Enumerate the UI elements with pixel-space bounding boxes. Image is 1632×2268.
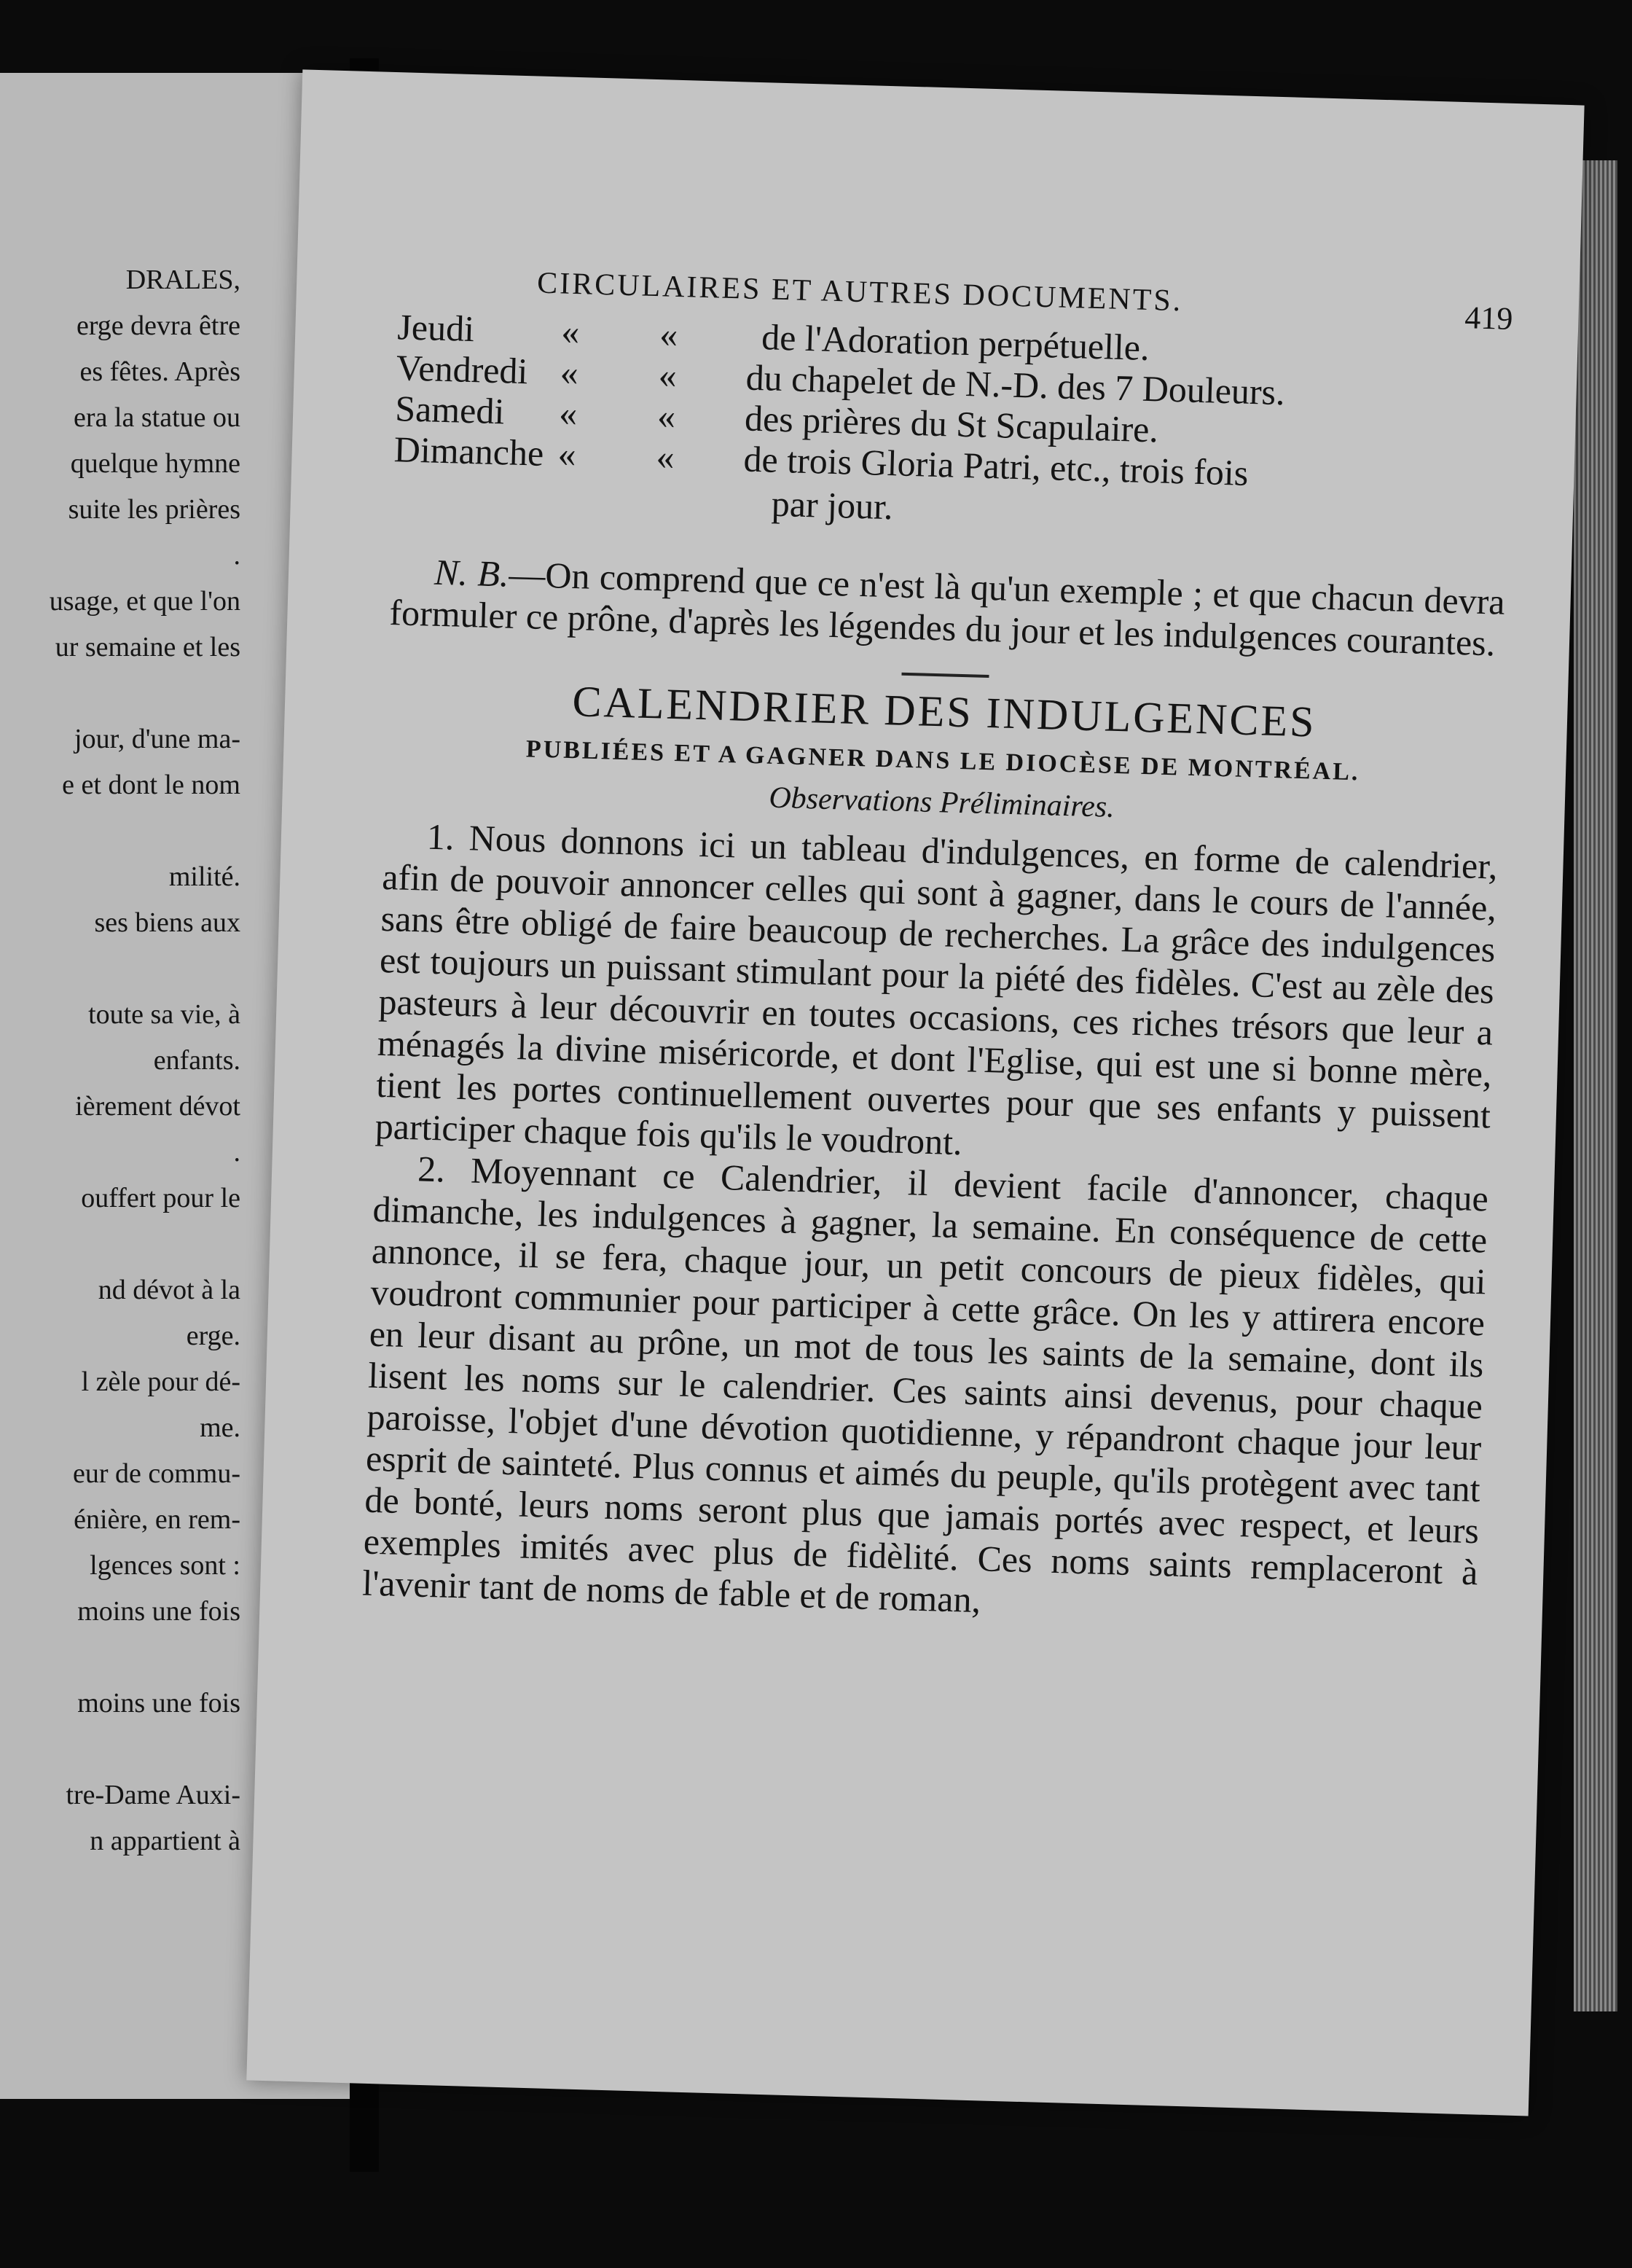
devotion-description: des prières du St Scapulaire. bbox=[744, 397, 1159, 450]
left-page-line: . bbox=[233, 540, 240, 571]
left-page-line: ses biens aux bbox=[94, 907, 240, 938]
left-page-line: milité. bbox=[168, 861, 240, 892]
left-page-line: ur semaine et les bbox=[55, 632, 240, 662]
devotion-day: Samedi bbox=[394, 388, 506, 432]
left-page-line: ouffert pour le bbox=[81, 1183, 240, 1213]
note-text: —On comprend que ce n'est là qu'un exemple ; et que chacun devra formuler ce prône, d'après les légendes du jour et les indulgences courantes. bbox=[388, 553, 1506, 664]
devotion-description: du chapelet de N.-D. des 7 Douleurs. bbox=[745, 356, 1286, 413]
left-page-line: toute sa vie, à bbox=[88, 999, 240, 1030]
devotion-day: Dimanche bbox=[393, 429, 545, 474]
right-page bbox=[246, 69, 1584, 2116]
left-page-line: enfants. bbox=[153, 1045, 240, 1076]
left-page-line: era la statue ou bbox=[74, 402, 240, 433]
left-page-line: e et dont le nom bbox=[62, 770, 240, 800]
left-page-line: . bbox=[233, 1137, 240, 1168]
devotion-day: Vendredi bbox=[396, 347, 529, 392]
left-page-line: moins une fois bbox=[77, 1688, 240, 1718]
ditto-mark: « bbox=[560, 351, 579, 394]
left-page-line: nd dévot à la bbox=[98, 1275, 240, 1305]
left-page-line: usage, et que l'on bbox=[49, 586, 240, 617]
section-divider bbox=[901, 673, 989, 678]
left-page-line: n appartient à bbox=[90, 1826, 240, 1856]
ditto-mark: « bbox=[557, 433, 577, 475]
page-content bbox=[362, 262, 1514, 1635]
page-number: 419 bbox=[1464, 300, 1514, 337]
ditto-mark: « bbox=[560, 310, 581, 353]
calendar-subtitle: PUBLIÉES ET A GAGNER DANS LE DIOCÈSE DE MONTRÉAL. bbox=[525, 735, 1360, 786]
devotion-day: Jeudi bbox=[396, 306, 475, 350]
left-page-line: suite les prières bbox=[68, 494, 240, 525]
left-page-line: énière, en rem- bbox=[74, 1504, 240, 1535]
devotion-continuation: par jour. bbox=[771, 482, 894, 528]
left-page-line: erge. bbox=[186, 1321, 240, 1351]
devotion-description: de l'Adoration perpétuelle. bbox=[761, 316, 1150, 369]
left-page-line: erge devra être bbox=[76, 310, 240, 341]
devotion-list bbox=[391, 305, 1513, 577]
left-page-line: ièrement dévot bbox=[75, 1091, 240, 1122]
ditto-mark: « bbox=[656, 395, 677, 437]
observations-title: Observations Préliminaires. bbox=[768, 781, 1115, 824]
ditto-mark: « bbox=[558, 392, 578, 434]
left-page-line: l zèle pour dé- bbox=[81, 1366, 240, 1397]
ditto-mark: « bbox=[655, 436, 675, 477]
left-page-line: moins une fois bbox=[77, 1596, 240, 1627]
ditto-mark: « bbox=[659, 313, 679, 355]
note-label: N. B. bbox=[434, 551, 510, 595]
calendar-title: CALENDRIER DES INDULGENCES bbox=[571, 677, 1317, 746]
page-edge bbox=[1574, 160, 1617, 2011]
devotion-description: de trois Gloria Patri, etc., trois fois bbox=[742, 438, 1250, 493]
paragraph-1: 1. Nous donnons ici un tableau d'indulgences, en forme de calendrier, afin de pouvoir annoncer celles qui sont à gagner, dans le cours de l'année, sans être obligé de faire beaucoup de recherches. La grâce des indulgences est toujours un puissant stimulant pour la piété des fidèles. C'est au zèle des pasteurs à leur découvrir en toutes occasions, ces riches trésors que leur a ménagés la divine miséricorde, et dont l'Eglise, qui est une si bonne mère, tient les portes continuellement ouvertes pour que ses enfants y puissent participer chaque fois qu'ils le voudront. bbox=[374, 816, 1499, 1163]
running-title: CIRCULAIRES ET AUTRES DOCUMENTS. bbox=[536, 266, 1183, 318]
left-page-line: eur de commu- bbox=[72, 1458, 240, 1489]
left-page-line: jour, d'une ma- bbox=[74, 724, 240, 754]
left-page-line: tre-Dame Auxi- bbox=[66, 1780, 240, 1810]
ditto-mark: « bbox=[658, 354, 678, 396]
left-page-line: DRALES, bbox=[125, 265, 240, 295]
left-page-line: es fêtes. Après bbox=[79, 356, 240, 387]
paragraph-2: 2. Moyennant ce Calendrier, il devient facile d'annoncer, chaque dimanche, les indulgences à gagner, la semaine. En conséquence de cette annonce, il se fera, chaque jour, un petit concours de pieux fidèles, qui voudront communier pour participer à cette grâce. On les y attirera encore en leur disant au prône, un mot de tous les saints de la semaine, dont ils lisent les noms sur le calendrier. Ces saints ainsi devenus, pour chaque paroisse, l'objet d'une dévotion quotidienne, y répandront chaque jour leur esprit de sainteté. Plus connus et aimés du peuple, qu'ils protègent avec tant de bonté, leurs noms seront plus que jamais portés avec respect, et leurs exemples imités avec plus de fidèlité. Ces noms saints remplaceront à l'avenir tant de noms de fable et de roman, bbox=[361, 1148, 1489, 1621]
left-page-line: me. bbox=[200, 1412, 240, 1443]
left-page-line: quelque hymne bbox=[70, 448, 240, 479]
left-page-line: lgences sont : bbox=[90, 1550, 240, 1581]
